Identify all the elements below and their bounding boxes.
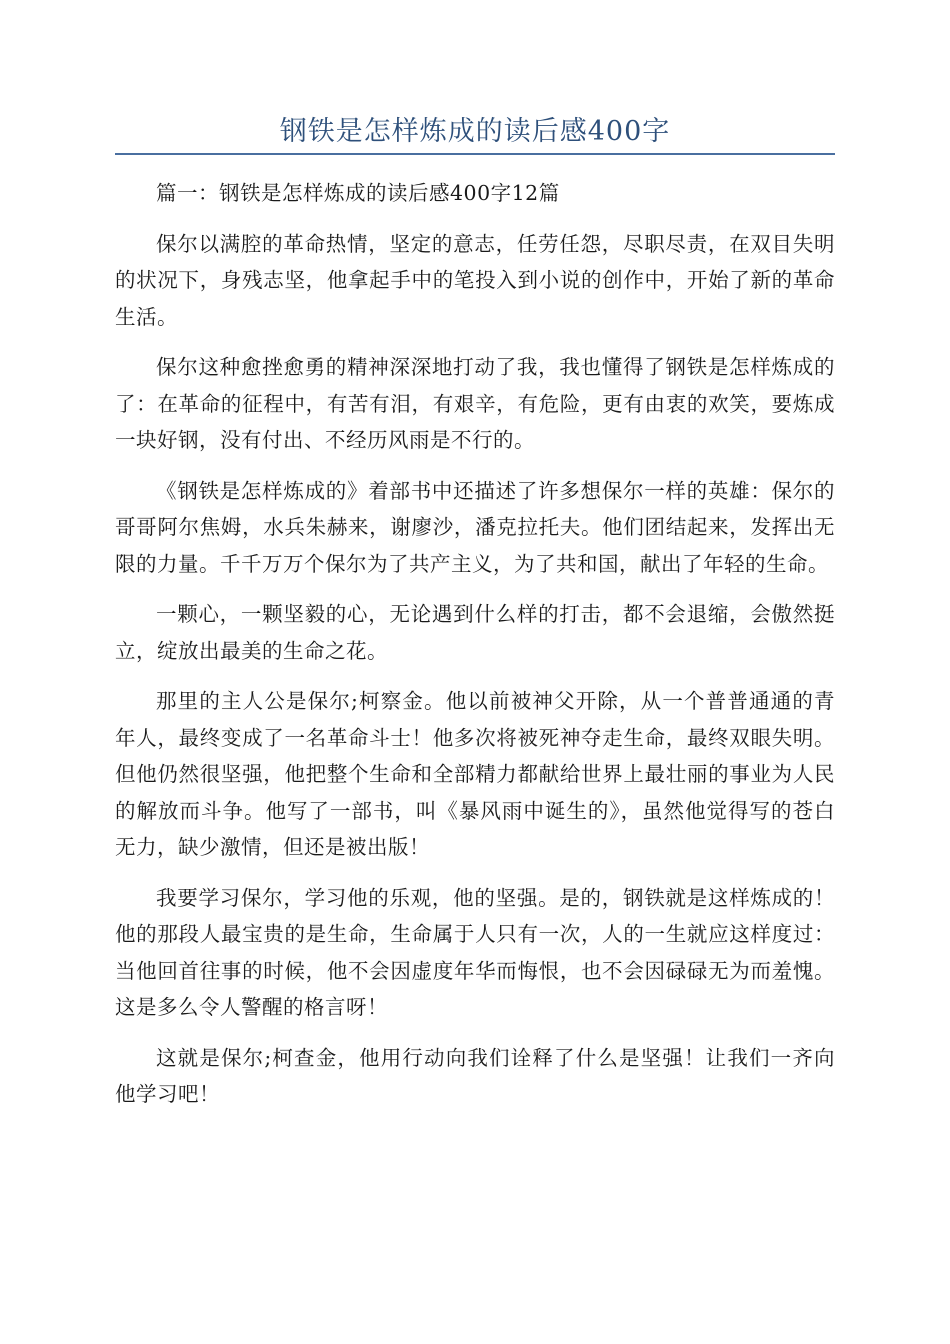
title-underline xyxy=(115,153,835,155)
paragraph: 我要学习保尔，学习他的乐观，他的坚强。是的，钢铁就是这样炼成的！他的那段人最宝贵的是生命，生命属于人只有一次，人的一生就应这样度过：当他回首往事的时候，他不会因虚度年华而悔恨，也不会因碌碌无为而羞愧。这是多么令人警醒的格言呀！ xyxy=(115,885,835,1019)
paragraph: 一颗心，一颗坚毅的心，无论遇到什么样的打击，都不会退缩，会傲然挺立，绽放出最美的生命之花。 xyxy=(115,602,835,663)
paragraph: 那里的主人公是保尔;柯察金。他以前被神父开除，从一个普普通通的青年人，最终变成了一名革命斗士！他多次将被死神夺走生命，最终双眼失明。但他仍然很坚强，他把整个生命和全部精力都献给世界上最壮丽的事业为人民的解放而斗争。他写了一部书，叫《暴风雨中诞生的》，虽然他觉得写的苍白无力，缺少激情，但还是被出版！ xyxy=(115,689,835,859)
paragraph: 这就是保尔;柯查金，他用行动向我们诠释了什么是坚强！让我们一齐向他学习吧！ xyxy=(115,1045,835,1106)
document-body xyxy=(115,175,835,1127)
section-heading: 篇一：钢铁是怎样炼成的读后感400字12篇 xyxy=(156,181,560,205)
document-title: 钢铁是怎样炼成的读后感400字 xyxy=(279,116,671,147)
paragraph: 保尔这种愈挫愈勇的精神深深地打动了我，我也懂得了钢铁是怎样炼成的了：在革命的征程中，有苦有泪，有艰辛，有危险，更有由衷的欢笑，要炼成一块好钢，没有付出、不经历风雨是不行的。 xyxy=(115,355,835,452)
paragraph: 保尔以满腔的革命热情，坚定的意志，任劳任怨，尽职尽责，在双目失明的状况下，身残志坚，他拿起手中的笔投入到小说的创作中，开始了新的革命生活。 xyxy=(115,231,835,329)
paragraph: 《钢铁是怎样炼成的》着部书中还描述了许多想保尔一样的英雄：保尔的哥哥阿尔焦姆，水兵朱赫来，谢廖沙，潘克拉托夫。他们团结起来，发挥出无限的力量。千千万万个保尔为了共产主义，为了共和国，献出了年轻的生命。 xyxy=(115,478,835,576)
